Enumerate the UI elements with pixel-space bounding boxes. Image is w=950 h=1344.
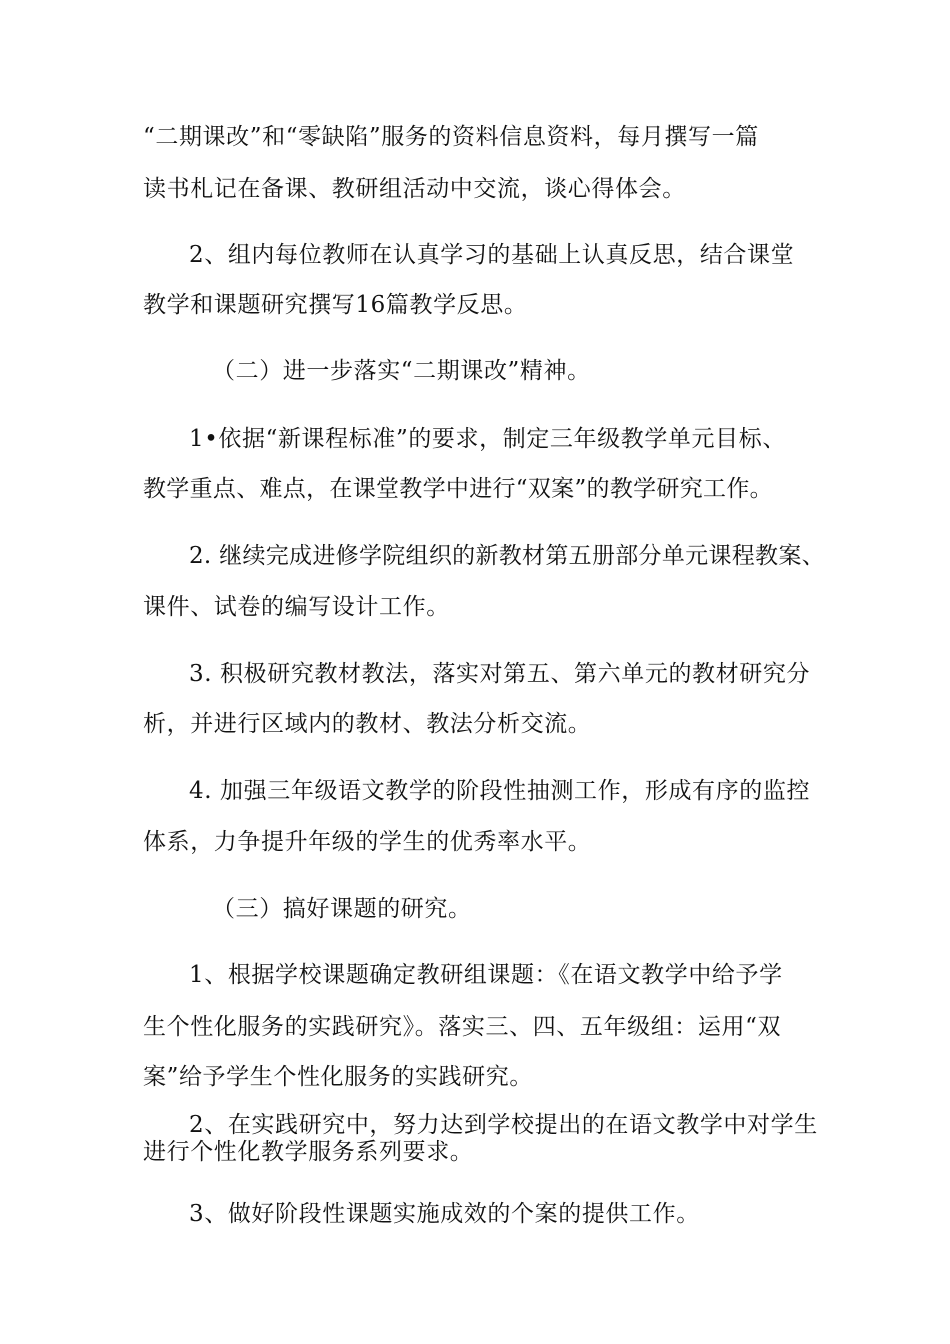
text-line: 教学重点、难点，在课堂教学中进行“双案”的教学研究工作。 (143, 476, 773, 502)
text-line: 2、在实践研究中，努力达到学校提出的在语文教学中对学生 (189, 1112, 818, 1138)
text-line: 1•依据“新课程标准”的要求，制定三年级教学单元目标、 (189, 426, 786, 452)
text-line: 进行个性化教学服务系列要求。 (143, 1139, 474, 1165)
text-line: 析，并进行区域内的教材、教法分析交流。 (143, 711, 592, 737)
text-line: 3. 积极研究教材教法，落实对第五、第六单元的教材研究分 (189, 661, 811, 687)
text-line: 2、组内每位教师在认真学习的基础上认真反思，结合课堂 (189, 242, 795, 268)
text-line: 教学和课题研究撰写16篇教学反思。 (143, 292, 528, 318)
text-line: 案”给予学生个性化服务的实践研究。 (143, 1064, 533, 1090)
text-line: 2. 继续完成进修学院组织的新教材第五册部分单元课程教案、 (189, 543, 825, 569)
section-heading: （三）搞好课题的研究。 (212, 896, 472, 922)
text-line: 读书札记在备课、教研组活动中交流，谈心得体会。 (143, 176, 686, 202)
text-line: 体系，力争提升年级的学生的优秀率水平。 (143, 829, 592, 855)
text-line: 生个性化服务的实践研究》。落实三、四、五年级组：运用“双 (143, 1014, 782, 1040)
text-line: 4. 加强三年级语文教学的阶段性抽测工作，形成有序的监控 (189, 778, 811, 804)
text-line: “二期课改”和“零缺陷”服务的资料信息资料，每月撰写一篇 (143, 124, 759, 150)
text-line: 1、根据学校课题确定教研组课题：《在语文教学中给予学 (189, 962, 783, 988)
section-heading: （二）进一步落实“二期课改”精神。 (212, 358, 591, 384)
text-line: 3、做好阶段性课题实施成效的个案的提供工作。 (189, 1201, 700, 1227)
text-line: 课件、试卷的编写设计工作。 (143, 594, 450, 620)
